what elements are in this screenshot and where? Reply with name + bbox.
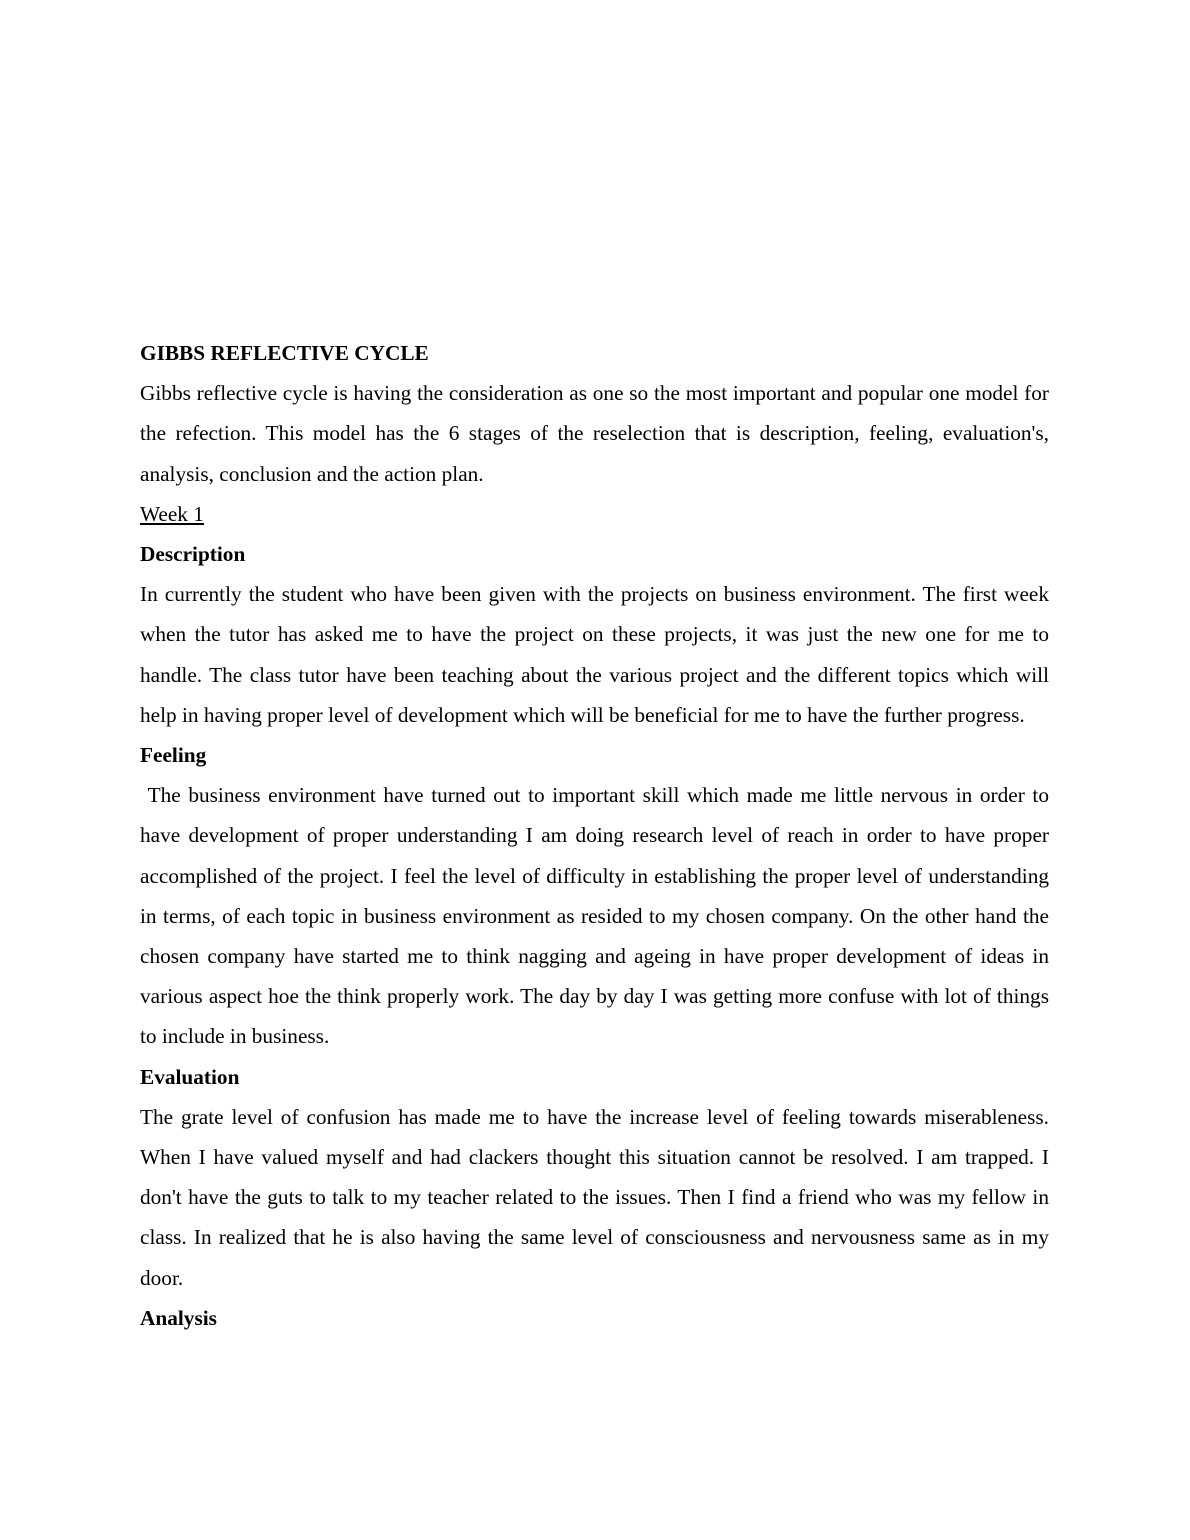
- description-paragraph: In currently the student who have been given with the projects on business environment. The first week when the tutor has asked me to have the project on these projects, it was just the new one for me to handle. The class tutor have been teaching about the various project and the different topics which will help in having proper level of development which will be beneficial for me to have the further progress.: [140, 582, 1049, 727]
- feeling-paragraph: The business environment have turned out to important skill which made me little nervous in order to have development of proper understanding I am doing research level of reach in order to have proper accomplished of the project. I feel the level of difficulty in establishing the proper level of understanding in terms, of each topic in business environment as resided to my chosen company. On the other hand the chosen company have started me to think nagging and ageing in have proper development of ideas in various aspect hoe the think properly work. The day by day I was getting more confuse with lot of things to include in business.: [140, 783, 1055, 1049]
- feeling-heading: Feeling: [140, 743, 207, 768]
- week-label: [140, 494, 1049, 534]
- week-label-text: Week 1: [140, 501, 204, 526]
- evaluation-heading: Evaluation: [140, 1064, 240, 1089]
- evaluation-paragraph: The grate level of confusion has made me to have the increase level of feeling towards miserableness. When I have valued myself and had clackers thought this situation cannot be resolved. I am trapped. I don't have the guts to talk to my teacher related to the issues. Then I find a friend who was my fellow in class. In realized that he is also having the same level of consciousness and nervousness same as in my door.: [140, 1104, 1049, 1290]
- document-title: GIBBS REFLECTIVE CYCLE: [140, 341, 429, 365]
- analysis-heading: Analysis: [140, 1305, 217, 1330]
- intro-paragraph: Gibbs reflective cycle is having the consideration as one so the most important and popular one model for the refection. This model has the 6 stages of the reselection that is description, feeling, evaluation's, analysis, conclusion and the action plan.: [140, 381, 1049, 486]
- description-heading: Description: [140, 542, 246, 567]
- document-body: [140, 333, 1055, 1338]
